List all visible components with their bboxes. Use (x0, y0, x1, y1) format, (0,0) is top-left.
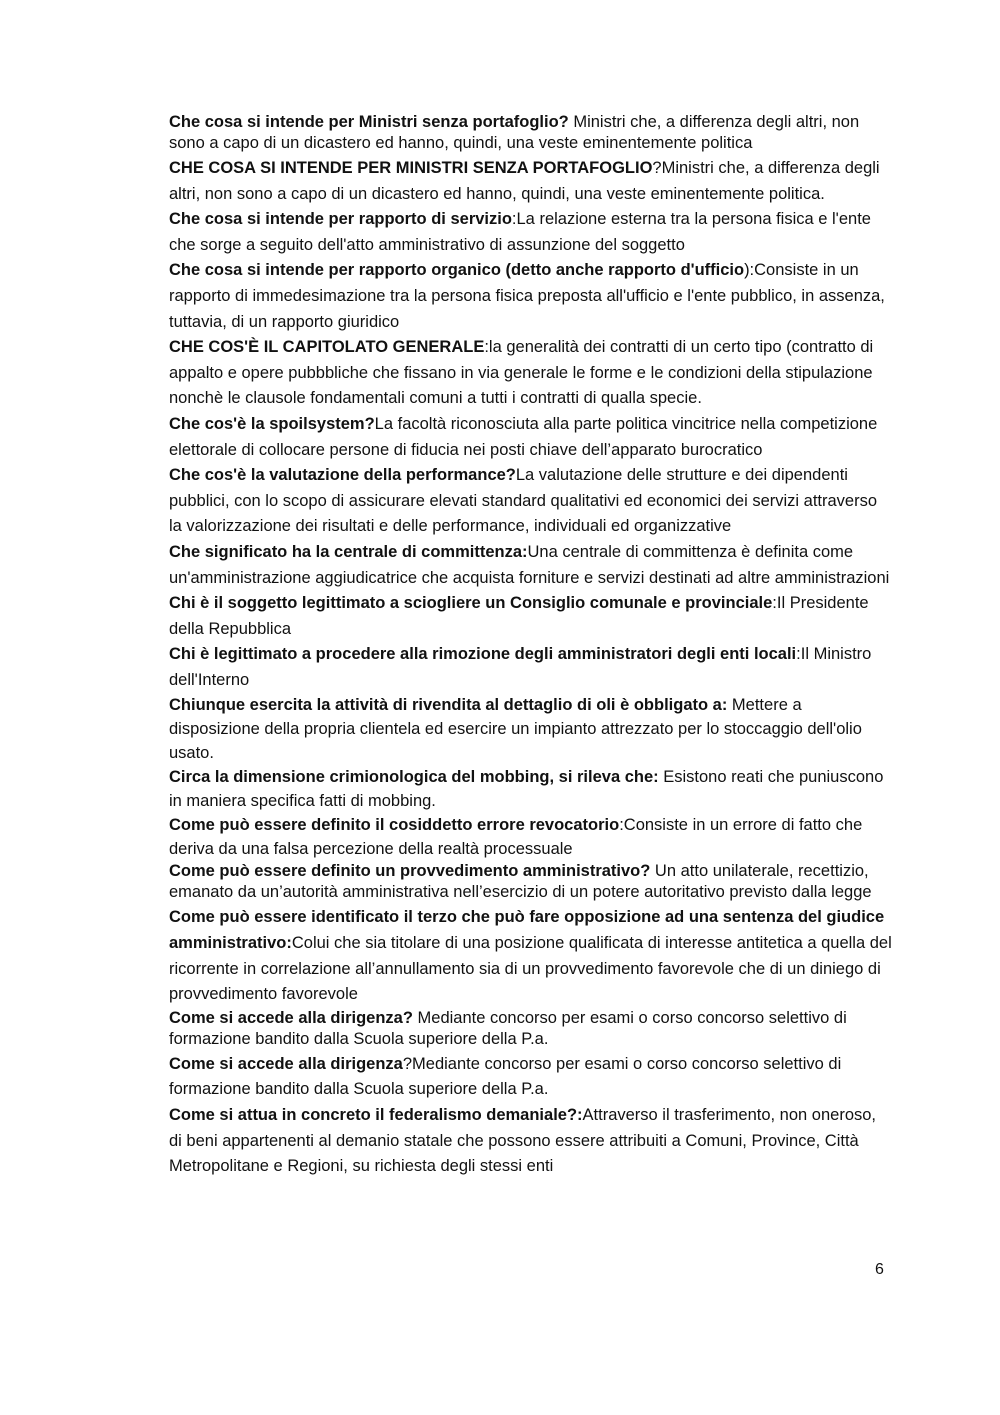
question: Che cosa si intende per rapporto di servizio (169, 210, 512, 229)
qa-entry (169, 207, 893, 258)
question: Che significato ha la centrale di committenza: (169, 542, 528, 561)
question: Che cos'è la valutazione della performance? (169, 466, 516, 485)
question: CHE COS'È IL CAPITOLATO GENERALE (169, 338, 485, 357)
qa-entry (169, 463, 893, 540)
question: Che cosa si intende per rapporto organico (detto anche rapporto d'ufficio (169, 261, 745, 280)
question: Come può essere identificato il terzo che può fare opposizione ad una sentenza del giudice amministrativo: (169, 908, 885, 953)
question: Che cos'è la spoilsystem? (169, 414, 375, 433)
answer: :La relazione esterna tra la persona fisica e l'ente che sorge a seguito dell'atto amministrativo di assunzione del soggetto (169, 210, 871, 254)
answer: :Consiste in un errore di fatto che deriva da una falsa percezione della realtà processuale (169, 816, 863, 859)
question: Chi è il soggetto legittimato a sciogliere un Consiglio comunale e provinciale (169, 594, 773, 613)
question: Circa la dimensione crimionologica del mobbing, si rileva che: (169, 768, 659, 787)
question: Che cosa si intende per Ministri senza portafoglio? (169, 113, 569, 131)
qa-entry (169, 861, 893, 903)
qa-entry (169, 412, 893, 463)
qa-entry (169, 813, 893, 861)
question: Come può essere definito un provvedimento amministrativo? (169, 862, 651, 881)
qa-entry (169, 258, 893, 335)
question: Come può essere definito il cosiddetto errore revocatorio (169, 816, 620, 835)
answer: :Il Presidente della Repubblica (169, 594, 869, 638)
answer: Un atto unilaterale, recettizio, emanato da un’autorità amministrativa nell’esercizio di un potere autoritativo previsto dalla legge (169, 862, 872, 902)
answer: Mediante concorso per esami o corso concorso selettivo di formazione bandito dalla Scuola superiore della P.a. (169, 1008, 847, 1048)
qa-entry (169, 1052, 893, 1103)
answer: Ministri che, a differenza degli altri, non sono a capo di un dicastero ed hanno, quindi, una veste eminentemente politica (169, 113, 860, 152)
answer: Mettere a disposizione della propria clientela ed esercire un impianto attrezzato per lo stoccaggio dell'olio usato. (169, 696, 862, 763)
answer: Esistono reati che puniuscono in maniera specifica fatti di mobbing. (169, 768, 884, 811)
answer: Colui che sia titolare di una posizione qualificata di interesse antitetica a quella del ricorrente in correlazione all’annullamento sia di un provvedimento favorevole che di un diniego di provvedimento favorevole (169, 934, 892, 1004)
answer: Attraverso il trasferimento, non oneroso, di beni appartenenti al demanio statale che possono essere attribuiti a Comuni, Province, Città Metropolitane e Regioni, su richiesta degli stessi enti (169, 1106, 877, 1176)
answer: La valutazione delle strutture e dei dipendenti pubblici, con lo scopo di assicurare elevati standard qualitativi ed economici dei servizi attraverso la valorizzazione dei risultati e delle performance, individuali ed organizzative (169, 466, 878, 536)
answer: Una centrale di committenza è definita come un'amministrazione aggiudicatrice che acquista forniture e servizi destinati ad altre amministrazioni (169, 542, 890, 587)
answer: :la generalità dei contratti di un certo tipo (contratto di appalto e opere pubbbliche che fissano in via generale le forme e le condizioni della stipulazione nonchè le clausole fondamentali comuni a tutti i contratti di qualla specie. (169, 338, 874, 408)
question: Chi è legittimato a procedere alla rimozione degli amministratori degli enti locali (169, 645, 797, 664)
qa-entry (169, 765, 893, 813)
qa-entry (169, 1103, 893, 1180)
question: Come si accede alla dirigenza? (169, 1008, 413, 1027)
question: CHE COSA SI INTENDE PER MINISTRI SENZA PORTAFOGLIO (169, 159, 653, 177)
answer: ?Ministri che, a differenza degli altri, non sono a capo di un dicastero ed hanno, quindi, una veste eminentemente politica. (169, 159, 880, 203)
qa-entry (169, 905, 893, 1007)
qa-entry (169, 112, 893, 154)
qa-entry (169, 1008, 893, 1050)
question: Come si accede alla dirigenza (169, 1054, 403, 1073)
qa-list (169, 112, 893, 1180)
page-number: 6 (875, 1261, 884, 1278)
answer: :Il Ministro dell'Interno (169, 645, 872, 689)
qa-entry (169, 540, 893, 591)
qa-entry (169, 642, 893, 693)
qa-entry (169, 156, 893, 207)
answer: ):Consiste in un rapporto di immedesimazione tra la persona fisica preposta all'ufficio e l'ente pubblico, in assenza, tuttavia, di un rapporto giuridico (169, 261, 885, 331)
answer: La facoltà riconosciuta alla parte politica vincitrice nella competizione elettorale di collocare persone di fiducia nei posti chiave dell’apparato burocratico (169, 414, 878, 459)
answer: ?Mediante concorso per esami o corso concorso selettivo di formazione bandito dalla Scuola superiore della P.a. (169, 1054, 842, 1099)
qa-entry (169, 591, 893, 642)
question: Chiunque esercita la attività di rivendita al dettaglio di oli è obbligato a: (169, 696, 728, 715)
qa-entry (169, 335, 893, 412)
question: Come si attua in concreto il federalismo demaniale?: (169, 1106, 583, 1125)
qa-entry (169, 693, 893, 765)
